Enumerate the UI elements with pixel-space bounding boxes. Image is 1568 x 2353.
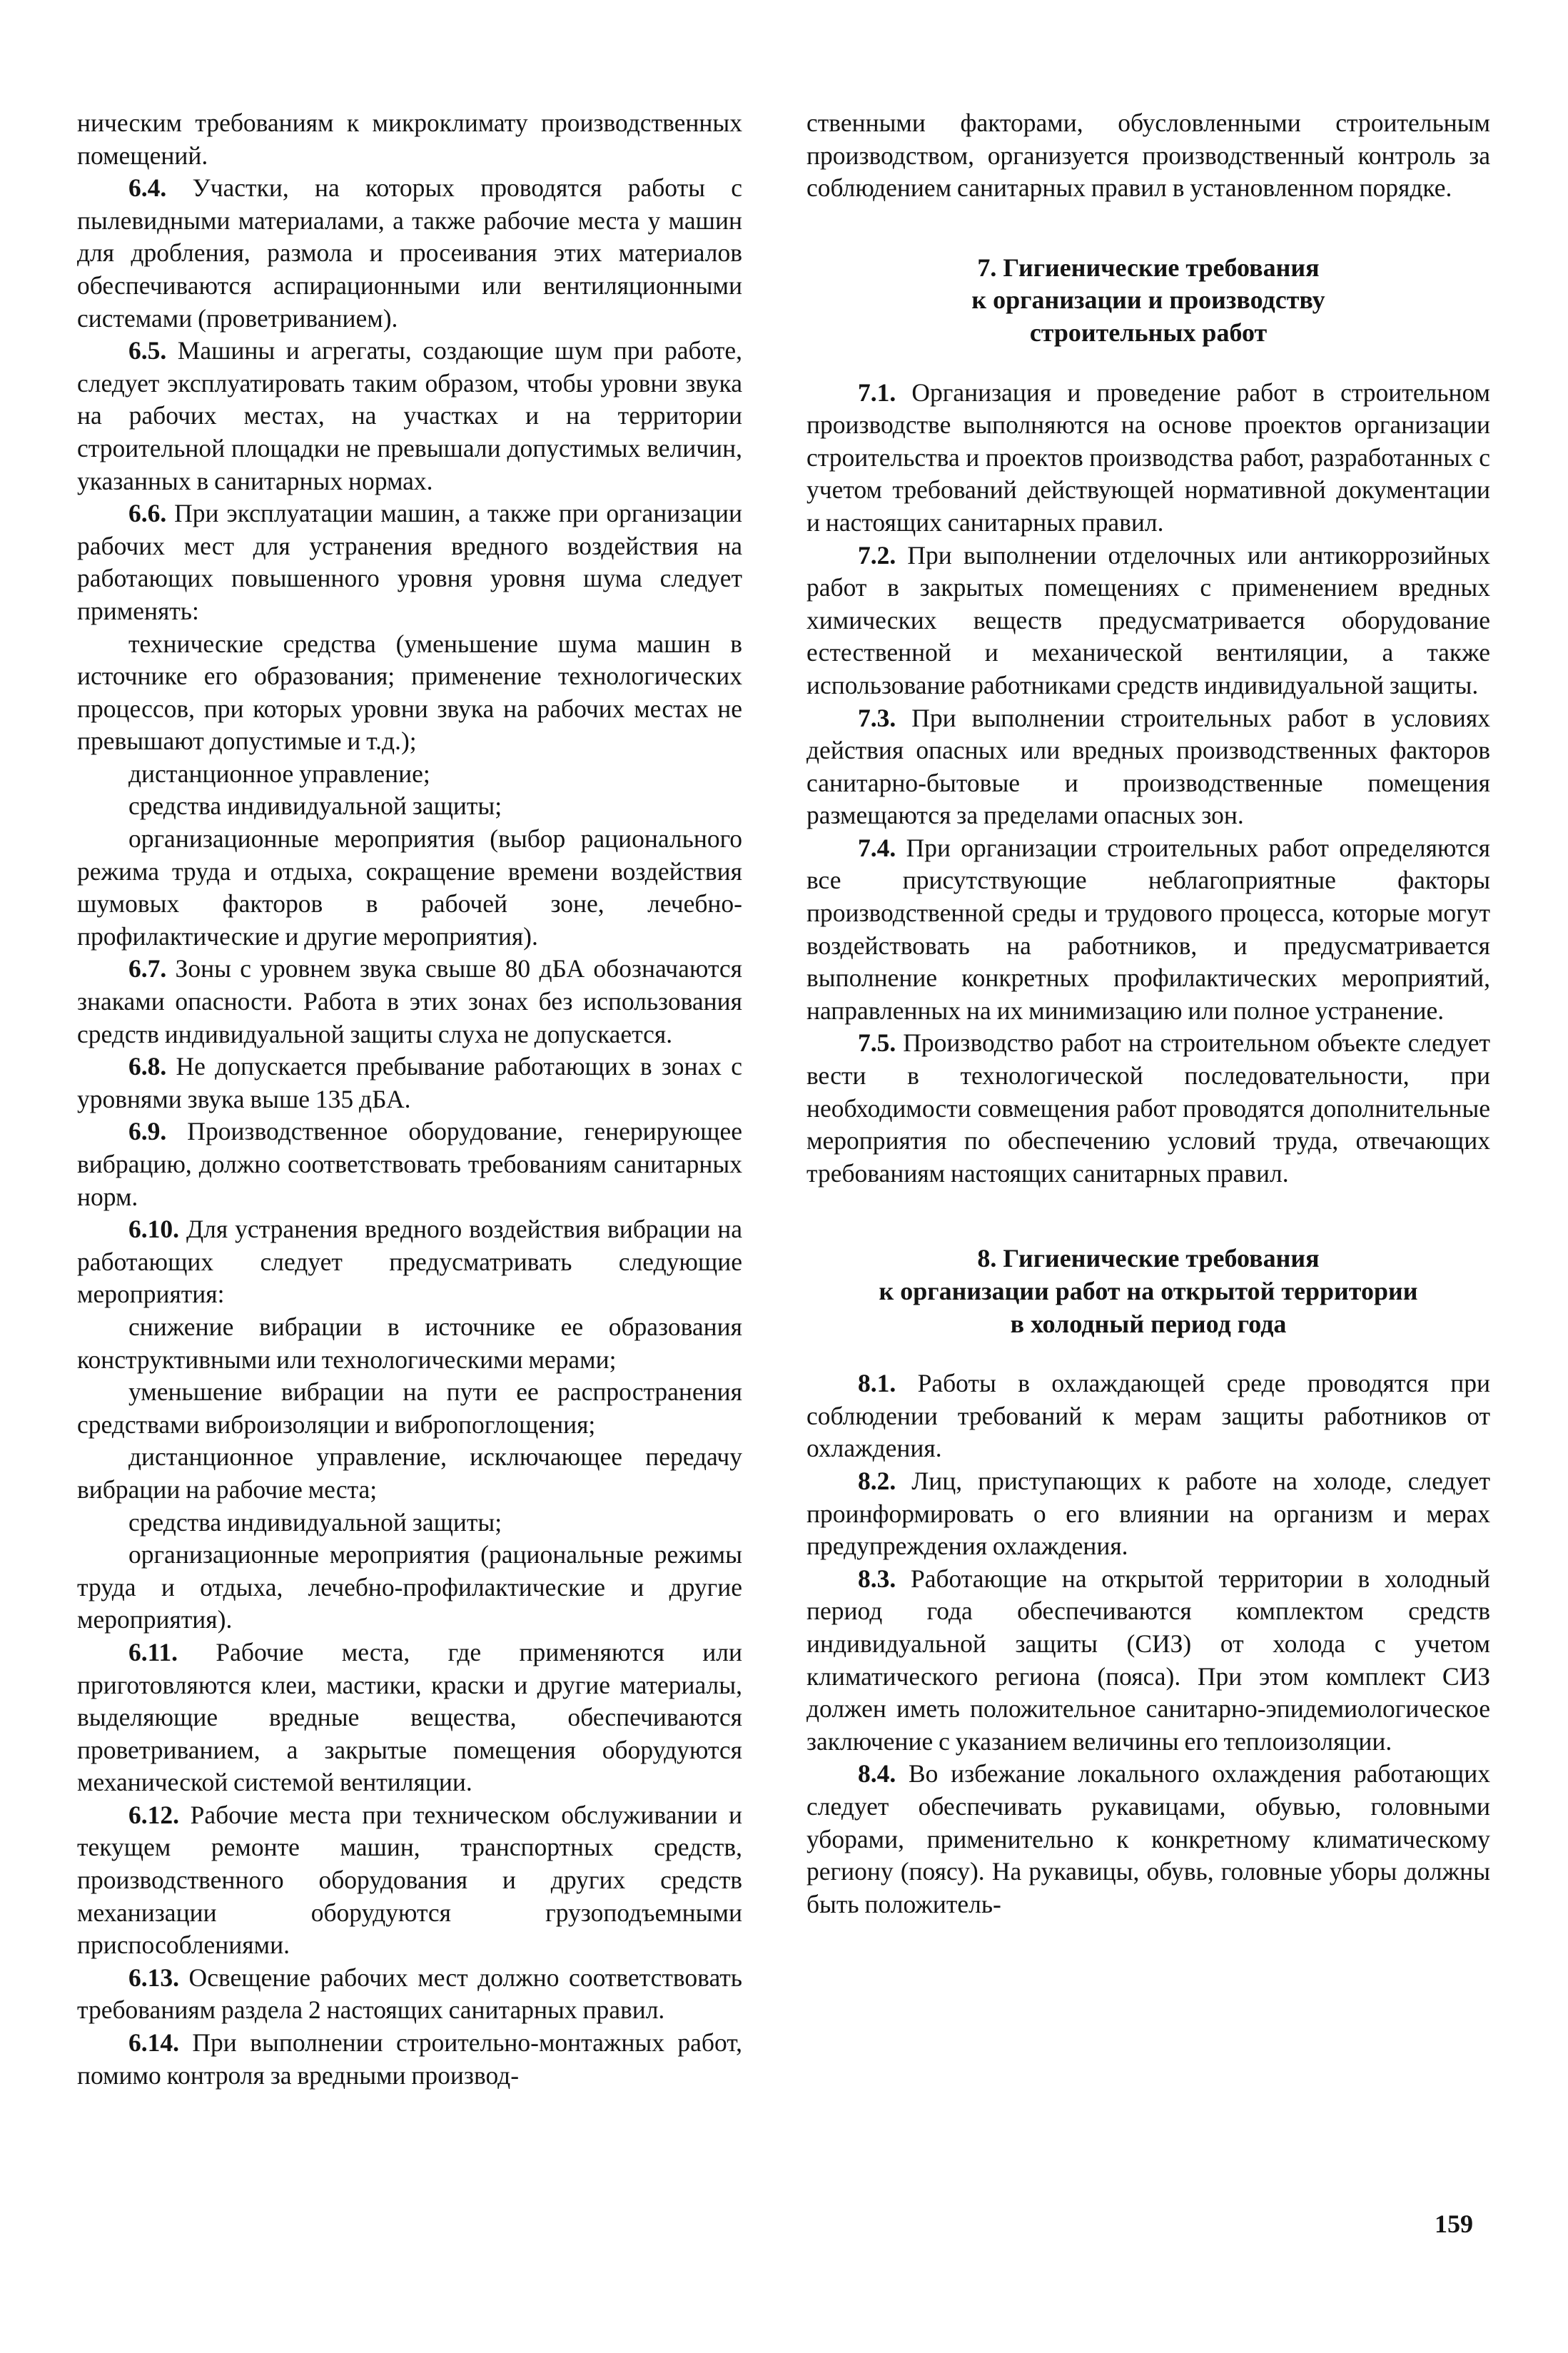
list-paragraph: уменьшение вибрации на пути ее распространения средствами виброизоляции и вибропоглощения; [77, 1377, 742, 1439]
numbered-clause [77, 1115, 742, 1213]
clause-text: При выполнении строительных работ в условиях действия опасных или вредных производственных факторов санитарно-бытовые и производственные помещения размещаются за пределами опасных зон. [806, 703, 1490, 830]
section-heading [806, 252, 1490, 350]
right-column [806, 107, 1490, 1921]
clause-text: Работы в охлаждающей среде проводятся при соблюдении требований к мерам защиты работников от охлаждения. [806, 1369, 1490, 1463]
continued-paragraph: ственными факторами, обусловленными строительным производством, организуется производственный контроль за соблюдением санитарных правил в установленном порядке. [806, 108, 1490, 203]
list-paragraph: средства индивидуальной защиты; [128, 1507, 502, 1537]
numbered-clause [77, 2027, 742, 2092]
numbered-clause [806, 1465, 1490, 1563]
clause-text: Для устранения вредного воздействия вибрации на работающих следует предусматривать следующие мероприятия: [77, 1215, 742, 1309]
numbered-clause [77, 1799, 742, 1962]
clause-number: 7.2. [858, 540, 896, 570]
heading-line: в холодный период года [1010, 1309, 1287, 1338]
clause-text: При выполнении отделочных или антикоррозийных работ в закрытых помещениях с применением вредных химических веществ предусматривается оборудование естественной и механической вентиляции, а также использование работниками средств индивидуальной защиты. [806, 540, 1490, 699]
clause-text: Не допускается пребывание работающих в зонах с уровнями звука выше 135 дБА. [77, 1052, 742, 1113]
list-paragraph: организационные мероприятия (рациональные режимы труда и отдыха, лечебно-профилактические и другие мероприятия). [77, 1540, 742, 1634]
clause-number: 6.9. [128, 1117, 167, 1146]
clause-text: Участки, на которых проводятся работы с пылевидными материалами, а также рабочие места у машин для дробления, размола и просеивания этих материалов обеспечиваются аспирационными или вентиляционными системами (проветриванием). [77, 173, 742, 333]
clause-text: Рабочие места, где применяются или приготовляются клеи, мастики, краски и другие материалы, выделяющие вредные вещества, обеспечиваются проветриванием, а закрытые помещения оборудуются механической системой вентиляции. [77, 1637, 742, 1797]
heading-line: 7. Гигиенические требования [977, 253, 1320, 282]
clause-number: 6.13. [128, 1963, 179, 1992]
clause-text: При организации строительных работ определяются все присутствующие неблагоприятные факторы производственной среды и трудового процесса, которые могут воздействовать на работников, и предусматривается выполнение конкретных профилактических мероприятий, направленных на их минимизацию или полное устранение. [806, 833, 1490, 1025]
list-paragraph: дистанционное управление, исключающее передачу вибрации на рабочие места; [77, 1442, 742, 1504]
clause-text: Рабочие места при техническом обслуживании и текущем ремонте машин, транспортных средств, производственного оборудования и других средств механизации оборудуются грузоподъемными приспособлениями. [77, 1800, 742, 1960]
numbered-clause [806, 377, 1490, 540]
clause-number: 6.5. [128, 336, 167, 365]
heading-line: к организации и производству [971, 285, 1325, 315]
clause-text: Во избежание локального охлаждения работающих следует обеспечивать рукавицами, обувью, головными уборами, применительно к конкретному климатическому региону (поясу). На рукавицы, обувь, головные уборы должны быть положитель- [806, 1759, 1490, 1918]
list-paragraph: снижение вибрации в источнике ее образования конструктивными или технологическими мерами; [77, 1312, 742, 1374]
clause-number: 6.7. [128, 954, 167, 983]
clause-text: Производство работ на строительном объекте следует вести в технологической последовательности, при необходимости совмещения работ проводятся дополнительные мероприятия по обеспечению условий труда, отвечающих требованиям настоящих санитарных правил. [806, 1028, 1490, 1188]
heading-line: строительных работ [1029, 318, 1268, 347]
numbered-clause [806, 832, 1490, 1028]
clause-number: 7.3. [858, 703, 896, 732]
numbered-clause [806, 540, 1490, 702]
numbered-clause [77, 172, 742, 335]
numbered-clause [77, 1962, 742, 2027]
numbered-clause [806, 1027, 1490, 1190]
clause-number: 6.14. [128, 2028, 179, 2058]
clause-number: 8.2. [858, 1466, 896, 1495]
clause-text: При выполнении строительно-монтажных работ, помимо контроля за вредными производ- [77, 2028, 742, 2090]
continued-paragraph: ническим требованиям к микроклимату производственных помещений. [77, 108, 742, 170]
numbered-clause [77, 1213, 742, 1311]
clause-number: 8.4. [858, 1759, 896, 1788]
clause-text: При эксплуатации машин, а также при организации рабочих мест для устранения вредного воздействия на работающих повышенного уровня уровня шума следует применять: [77, 499, 742, 625]
numbered-clause [806, 702, 1490, 832]
heading-line: 8. Гигиенические требования [977, 1244, 1320, 1273]
list-paragraph: организационные мероприятия (выбор рационального режима труда и отдыха, сокращение времени воздействия шумовых факторов в рабочей зоне, лечебно-профилактические и другие мероприятия). [77, 824, 742, 951]
clause-number: 8.3. [858, 1564, 896, 1593]
numbered-clause [77, 497, 742, 627]
clause-text: Освещение рабочих мест должно соответствовать требованиям раздела 2 настоящих санитарных правил. [77, 1963, 742, 2025]
section-heading [806, 1243, 1490, 1340]
clause-number: 8.1. [858, 1369, 896, 1398]
clause-text: Зоны с уровнем звука свыше 80 дБА обозначаются знаками опасности. Работа в этих зонах без использования средств индивидуальной защиты слуха не допускается. [77, 954, 742, 1048]
numbered-clause [77, 1051, 742, 1115]
page-number: 159 [1435, 2210, 1473, 2238]
numbered-clause [806, 1563, 1490, 1759]
numbered-clause [77, 953, 742, 1051]
list-paragraph: средства индивидуальной защиты; [128, 791, 502, 821]
clause-text: Производственное оборудование, генерирующее вибрацию, должно соответствовать требованиям санитарных норм. [77, 1117, 742, 1211]
numbered-clause [77, 1636, 742, 1799]
numbered-clause [806, 1367, 1490, 1465]
clause-number: 6.11. [128, 1637, 178, 1666]
clause-number: 6.4. [128, 173, 167, 203]
clause-number: 7.4. [858, 833, 896, 862]
clause-text: Лиц, приступающих к работе на холоде, следует проинформировать о его влиянии на организм и мерах предупреждения охлаждения. [806, 1466, 1490, 1561]
clause-text: Организация и проведение работ в строительном производстве выполняются на основе проектов организации строительства и проектов производства работ, разработанных с учетом требований действующей нормативной документации и настоящих санитарных правил. [806, 378, 1490, 537]
clause-text: Машины и агрегаты, создающие шум при работе, следует эксплуатировать таким образом, чтобы уровни звука на рабочих местах, на участках и на территории строительной площадки не превышали допустимых величин, указанных в санитарных нормах. [77, 336, 742, 495]
heading-line: к организации работ на открытой территории [879, 1277, 1418, 1305]
clause-number: 6.10. [128, 1215, 179, 1244]
list-paragraph: технические средства (уменьшение шума машин в источнике его образования; применение технологических процессов, при которых уровни звука на рабочих местах не превышают допустимые и т.д.); [77, 629, 742, 756]
clause-number: 6.12. [128, 1800, 179, 1829]
clause-number: 6.6. [128, 499, 167, 528]
left-column [77, 107, 742, 2092]
clause-text: Работающие на открытой территории в холодный период года обеспечиваются комплектом средств индивидуальной защиты (СИЗ) от холода с учетом климатического региона (пояса). При этом комплект СИЗ должен иметь положительное санитарно-эпидемиологическое заключение с указанием величины его теплоизоляции. [806, 1564, 1490, 1756]
list-paragraph: дистанционное управление; [128, 759, 430, 788]
numbered-clause [77, 335, 742, 497]
clause-number: 6.8. [128, 1052, 167, 1081]
clause-number: 7.5. [858, 1028, 896, 1058]
numbered-clause [806, 1758, 1490, 1921]
clause-number: 7.1. [858, 378, 896, 407]
